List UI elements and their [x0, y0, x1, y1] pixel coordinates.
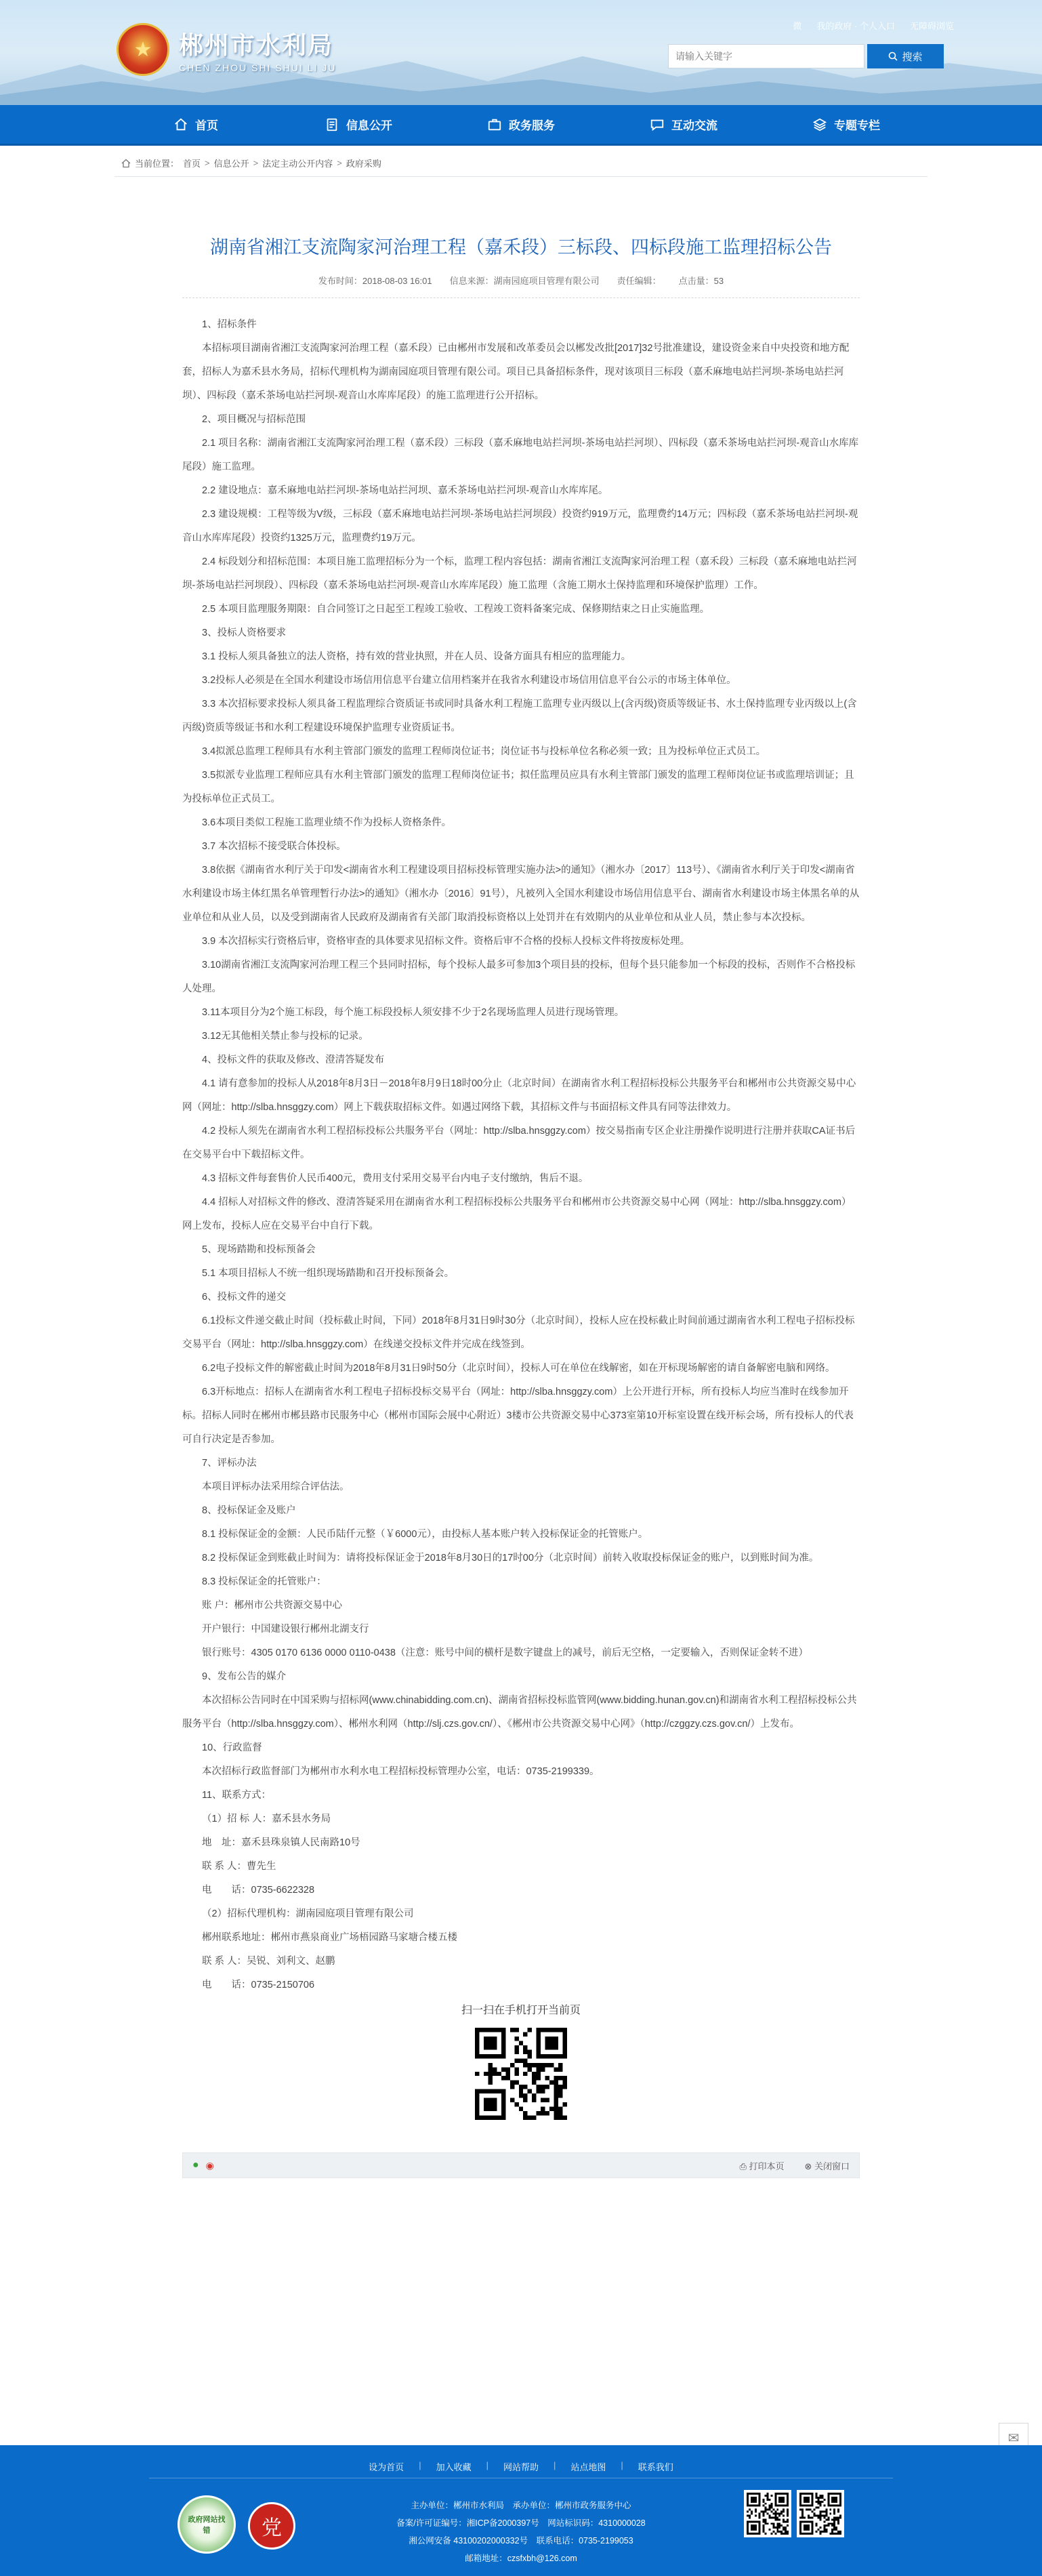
breadcrumb-item-home[interactable]: 首页 — [183, 159, 201, 169]
footer-info — [0, 2497, 1042, 2567]
nav-item-topics[interactable] — [765, 105, 928, 144]
breadcrumb-prefix: 当前位置： — [135, 159, 180, 169]
breadcrumb-separator: > — [205, 158, 210, 168]
article-paragraph: 3.9 本次招标实行资格后审，资格审查的具体要求见招标文件。资格后审不合格的投标人投标文件将按废标处理。 — [202, 936, 690, 947]
nav-item-interaction[interactable] — [602, 105, 765, 144]
article-paragraph: 1、招标条件 — [202, 319, 257, 330]
breadcrumb — [114, 157, 928, 169]
article-paragraph: 5.1 本项目招标人不统一组织现场踏勘和召开投标预备会。 — [202, 1268, 455, 1279]
editor: 责任编辑： — [617, 276, 661, 286]
search-icon — [888, 52, 898, 61]
site-footer — [0, 2445, 1042, 2576]
info-source: 信息来源：湖南园庭项目管理有限公司 — [449, 276, 600, 286]
wechat-icon[interactable]: ✉ — [999, 2423, 1028, 2453]
article-paragraph: 3.1 投标人须具备独立的法人资格，持有效的营业执照，并在人员、设备方面具有相应的监理能力。 — [202, 651, 631, 662]
article-paragraph: 4.1 请有意参加的投标人从2018年8月3日－2018年8月9日18时00分止（北京时间）在湖南省水利工程招标投标公共服务平台和郴州市公共资源交易中心网（网址：http://slba.hnsggzy.com）网上下载获取招标文件。如遇过网络下载，其招标文件与书面招标文件具有同等法律效力。 — [182, 1078, 856, 1113]
layers-icon — [812, 117, 827, 132]
breadcrumb-item-procurement[interactable]: 政府采购 — [346, 159, 381, 169]
breadcrumb-item-info[interactable]: 信息公开 — [213, 159, 249, 169]
nav-item-label: 互动交流 — [671, 119, 717, 132]
qr-code-icon — [747, 2493, 789, 2535]
site-header — [0, 0, 1042, 105]
top-links — [793, 19, 954, 32]
article-paragraph: 5、现场踏勘和投标预备会 — [202, 1244, 316, 1255]
article-paragraph: 3.12无其他相关禁止参与投标的记录。 — [202, 1031, 369, 1042]
article-paragraph: 银行账号：4305 0170 6136 0000 0110-0438（注意：账号中间的横杆是数字键盘上的减号，前后无空格，一定要输入，否则保证金转不进） — [202, 1648, 808, 1658]
article-meta — [182, 274, 860, 287]
qr-code-icon — [475, 2028, 567, 2120]
divider — [114, 176, 928, 177]
article-paragraph: （1）招 标 人：嘉禾县水务局 — [202, 1814, 331, 1824]
search-input[interactable] — [669, 45, 864, 68]
qr-label: 扫一扫在手机打开当前页 — [461, 2005, 581, 2016]
nav-item-label: 专题专栏 — [834, 119, 880, 132]
share-bar — [182, 2152, 860, 2178]
article-paragraph: （2）招标代理机构：湖南园庭项目管理有限公司 — [202, 1908, 414, 1919]
share-icons — [192, 2159, 214, 2171]
print-button[interactable]: ⎙ 打印本页 — [739, 2161, 785, 2171]
nav-item-label: 信息公开 — [346, 119, 392, 132]
article-paragraph: 电 话：0735-2150706 — [202, 1980, 315, 1990]
site-name: 郴州市水利局 — [179, 30, 334, 60]
party-badge-text: 党 — [262, 2517, 282, 2539]
article-paragraph: 6.2电子投标文件的解密截止时间为2018年8月31日9时50分（北京时间），投标人可在单位在线解密，如在开标现场解密的请自备解密电脑和网络。 — [202, 1363, 835, 1374]
footer-links: 设为首页 | 加入收藏 | 网站帮助 | 站点地图 | 联系我们 — [369, 2460, 673, 2472]
article-paragraph: 3.3 本次招标要求投标人须具备工程监理综合资质证书或同时具备水利工程施工监理专业丙级以上(含丙级)资质等级证书、水土保持监理专业丙级以上(含丙级)资质等级证书和水利工程建设环境保护监理专业资质证书。 — [182, 699, 857, 733]
footer-link-help[interactable]: 网站帮助 — [503, 2462, 539, 2472]
article-paragraph: 3.4拟派总监理工程师具有水利主管部门颁发的监理工程师岗位证书；岗位证书与投标单位名称必须一致；且为投标单位正式员工。 — [202, 746, 766, 757]
article-paragraph: 8、投标保证金及账户 — [202, 1505, 296, 1516]
footer-email: 邮箱地址：czsfxbh@126.com — [465, 2554, 577, 2563]
article-paragraph: 3.6本项目类似工程施工监理业绩不作为投标人资格条件。 — [202, 817, 452, 828]
article-paragraph: 2.3 建设规模：工程等级为V级，三标段（嘉禾麻地电站拦河坝-茶场电站拦河坝段）投资约919万元，监理费约14万元；四标段（嘉禾茶场电站拦河坝-观音山水库库尾段）投资约1325万元，监理费约19万元。 — [182, 509, 858, 544]
site-logo[interactable] — [117, 23, 336, 76]
footer-link-sitemap[interactable]: 站点地图 — [570, 2462, 606, 2472]
article-paragraph: 账 户：郴州市公共资源交易中心 — [202, 1600, 343, 1611]
qr-code-icon — [799, 2493, 841, 2535]
publish-time: 发布时间：2018-08-03 16:01 — [318, 276, 432, 286]
footer-police-record: 湘公网安备 43100202000332号 联系电话：0735-2199053 — [409, 2536, 633, 2546]
article-paragraph: 3.8依据《湖南省水利厅关于印发<湖南省水利工程建设项目招标投标管理实施办法>的通知》（湘水办〔2017〕113号）、《湖南省水利厅关于印发<湖南省水利建设市场主体红黑名单管理暂行办法>的通知》（湘水办〔2016〕91号），凡被列入全国水利建设市场信用信息平台、湖南省水利建设市场主体黑名单的从业单位和从业人员，以及受到湖南省人民政府及湖南省有关部门取消投标资格以上处罚并在有效期内的从业单位和从业人员，禁止参与本次投标。 — [182, 865, 860, 923]
article-paragraph: 2.4 标段划分和招标范围：本项目施工监理招标分为一个标，监理工程内容包括：湖南省湘江支流陶家河治理工程（嘉禾段）三标段（嘉禾麻地电站拦河坝-茶场电站拦河坝段）、四标段（嘉禾茶场电站拦河坝-观音山水库库尾段）施工监理（含施工期水土保持监理和环境保护监理）工作。 — [182, 556, 857, 591]
error-report-badge-text: 政府网站找错 — [188, 2516, 226, 2535]
article-paragraph: 8.3 投标保证金的托管账户： — [202, 1576, 327, 1587]
search-button[interactable] — [867, 44, 944, 68]
article-paragraph: 3.2投标人必须是在全国水利建设市场信用信息平台建立信用档案并在我省水利建设市场信用信息平台公示的市场主体单位。 — [202, 675, 736, 686]
article-paragraph: 4.4 招标人对招标文件的修改、澄清答疑采用在湖南省水利工程招标投标公共服务平台和郴州市公共资源交易中心网（网址：http://slba.hnsggzy.com）网上发布，投标人应在交易平台中自行下载。 — [182, 1197, 852, 1231]
chat-icon — [650, 117, 665, 132]
article-paragraph: 2.1 项目名称：湖南省湘江支流陶家河治理工程（嘉禾段）三标段（嘉禾麻地电站拦河坝-茶场电站拦河坝）、四标段（嘉禾茶场电站拦河坝-观音山水库库尾段）施工监理。 — [182, 438, 859, 472]
article-paragraph: 开户银行：中国建设银行郴州北湖支行 — [202, 1624, 369, 1635]
footer-icp: 备案/许可证编号：湘ICP备2000397号 网站标识码：4310000028 — [396, 2518, 646, 2528]
article-body — [182, 313, 860, 1997]
national-emblem-icon: ★ — [117, 23, 169, 76]
article-paragraph: 本招标项目湖南省湘江支流陶家河治理工程（嘉禾段）已由郴州市发展和改革委员会以郴发改批[2017]32号批准建设，建设资金来自中央投资和地方配套，招标人为嘉禾县水务局，招标代理机构为湖南园庭项目管理有限公司。项目已具备招标条件，现对该项目三标段（嘉禾麻地电站拦河坝-茶场电站拦河坝）、四标段（嘉禾茶场电站拦河坝-观音山水库库尾段）的施工监理进行公开招标。 — [182, 343, 850, 401]
article-paragraph: 6、投标文件的递交 — [202, 1292, 287, 1303]
search-box — [668, 44, 864, 68]
article-paragraph: 联 系 人：曹先生 — [202, 1861, 276, 1872]
article-paragraph: 8.1 投标保证金的金额：人民币陆仟元整（￥6000元），由投标人基本账户转入投标保证金的托管账户。 — [202, 1529, 648, 1540]
article-paragraph: 郴州联系地址：郴州市燕泉商业广场梧园路马家塘合楼五楼 — [202, 1932, 457, 1943]
home-icon — [121, 159, 131, 168]
search-button-label: 搜索 — [902, 51, 923, 63]
article-paragraph: 2.5 本项目监理服务期限：自合同签订之日起至工程竣工验收、工程竣工资料备案完成、保修期结束之日止实施监理。 — [202, 604, 710, 615]
article — [182, 237, 860, 2178]
article-paragraph: 本次招标公告同时在中国采购与招标网(www.chinabidding.com.cn)、湖南省招标投标监管网(www.bidding.hunan.gov.cn)和湖南省水利工程招标投标公共服务平台（http://slba.hnsggzy.com）、郴州水利网（http://slj.czs.gov.cn/）、《郴州市公共资源交易中心网》（http://czggzy.czs.gov.cn/）上发布。 — [182, 1695, 857, 1730]
close-label: 关闭窗口 — [814, 2161, 850, 2171]
view-count: 点击量：53 — [678, 276, 724, 286]
article-paragraph: 4.2 投标人须先在湖南省水利工程招标投标公共服务平台（网址：http://slba.hnsggzy.com）按交易指南专区企业注册操作说明进行注册并获取CA证书后在交易平台中下载招标文件。 — [182, 1126, 856, 1160]
share-actions — [739, 2159, 850, 2172]
footer-link-favorite[interactable]: 加入收藏 — [436, 2462, 472, 2472]
article-paragraph: 3.5拟派专业监理工程师应具有水利主管部门颁发的监理工程师岗位证书；拟任监理员应具有水利主管部门颁发的监理工程师岗位证书或监理培训证；且为投标单位正式员工。 — [182, 770, 854, 804]
nav-item-label: 首页 — [195, 119, 218, 132]
main-nav — [0, 105, 1042, 146]
nav-item-info-public[interactable] — [277, 105, 440, 144]
article-paragraph: 联 系 人：吴锐、刘利文、赵鹏 — [202, 1956, 335, 1967]
home-icon — [173, 117, 188, 132]
article-paragraph: 3.7 本次招标不接受联合体投标。 — [202, 841, 346, 852]
article-paragraph: 4、投标文件的获取及修改、澄清答疑发布 — [202, 1055, 385, 1065]
footer-sponsor: 主办单位：郴州市水利局 承办单位：郴州市政务服务中心 — [411, 2501, 631, 2510]
personal-portal-link[interactable]: 我的政府 · 个人入口 — [816, 21, 895, 31]
close-window-button[interactable]: ⊗ 关闭窗口 — [804, 2161, 850, 2171]
weibo-share-icon[interactable]: ◉ — [205, 2159, 214, 2171]
article-paragraph: 7、评标办法 — [202, 1458, 257, 1469]
article-title: 湖南省湘江支流陶家河治理工程（嘉禾段）三标段、四标段施工监理招标公告 — [210, 237, 832, 258]
article-paragraph: 8.2 投标保证金到账截止时间为：请将投标保证金于2018年8月30日的17时00分（北京时间）前转入收取投标保证金的账户，以到账时间为准。 — [202, 1553, 819, 1563]
briefcase-icon — [487, 117, 502, 132]
breadcrumb-item-statutory[interactable]: 法定主动公开内容 — [262, 159, 333, 169]
print-label: 打印本页 — [749, 2161, 785, 2171]
article-paragraph: 11、联系方式： — [202, 1790, 272, 1801]
article-paragraph: 本项目评标办法采用综合评估法。 — [202, 1481, 350, 1492]
breadcrumb-container — [114, 146, 928, 177]
weibo-link[interactable]: 微 — [793, 21, 802, 31]
site-name-en: CHEN ZHOU SHI SHUI LI JU — [179, 62, 337, 73]
article-paragraph: 3.10湖南省湘江支流陶家河治理工程三个县同时招标，每个投标人最多可参加3个项目县的投标，但每个县只能参加一个标段的投标，否则作不合格投标人处理。 — [182, 960, 856, 994]
article-paragraph: 3.11本项目分为2个施工标段，每个施工标段投标人须安排不少于2名现场监理人员进行现场管理。 — [202, 1007, 625, 1018]
wechat-share-icon[interactable]: ● — [192, 2159, 199, 2171]
article-paragraph: 9、发布公告的媒介 — [202, 1671, 287, 1682]
nav-item-home[interactable] — [114, 105, 277, 144]
article-paragraph: 3、投标人资格要求 — [202, 628, 287, 638]
article-paragraph: 6.3开标地点：招标人在湖南省水利工程电子招标投标交易平台（网址：http://slba.hnsggzy.com）上公开进行开标，所有投标人均应当准时在线参加开标。招标人同时在郴州市郴县路市民服务中心（郴州市国际会展中心附近）3楼市公共资源交易中心373室第10开标室设置在线开标会场，所有投标人的代表可自行决定是否参加。 — [182, 1387, 854, 1445]
article-paragraph: 4.3 招标文件每套售价人民币400元，费用支付采用交易平台内电子支付缴纳，售后不退。 — [202, 1173, 589, 1184]
footer-qr-1 — [744, 2490, 791, 2537]
nav-item-label: 政务服务 — [509, 119, 555, 132]
breadcrumb-separator: > — [337, 158, 342, 168]
article-paragraph: 地 址：嘉禾县珠泉镇人民南路10号 — [202, 1837, 360, 1848]
document-icon — [325, 117, 339, 132]
footer-link-set-home[interactable]: 设为首页 — [369, 2462, 404, 2472]
article-paragraph: 6.1投标文件递交截止时间（投标截止时间，下同）2018年8月31日9时30分（北京时间），投标人应在投标截止时间前通过湖南省水利工程电子招标投标交易平台（网址：http://slba.hnsggzy.com）在线递交投标文件并完成在线签到。 — [182, 1315, 855, 1350]
footer-qr-2 — [797, 2490, 844, 2537]
article-paragraph: 2.2 建设地点：嘉禾麻地电站拦河坝-茶场电站拦河坝、嘉禾茶场电站拦河坝-观音山水库库尾。 — [202, 485, 608, 496]
footer-link-contact[interactable]: 联系我们 — [638, 2462, 673, 2472]
article-paragraph: 电 话：0735-6622328 — [202, 1885, 315, 1896]
article-paragraph: 本次招标行政监督部门为郴州市水利水电工程招标投标管理办公室，电话：0735-2199339。 — [202, 1766, 600, 1777]
article-paragraph: 2、项目概况与招标范围 — [202, 414, 306, 425]
breadcrumb-separator: > — [253, 158, 259, 168]
nav-item-gov-service[interactable] — [440, 105, 602, 144]
article-paragraph: 10、行政监督 — [202, 1742, 262, 1753]
accessibility-link[interactable]: 无障碍浏览 — [909, 21, 954, 31]
